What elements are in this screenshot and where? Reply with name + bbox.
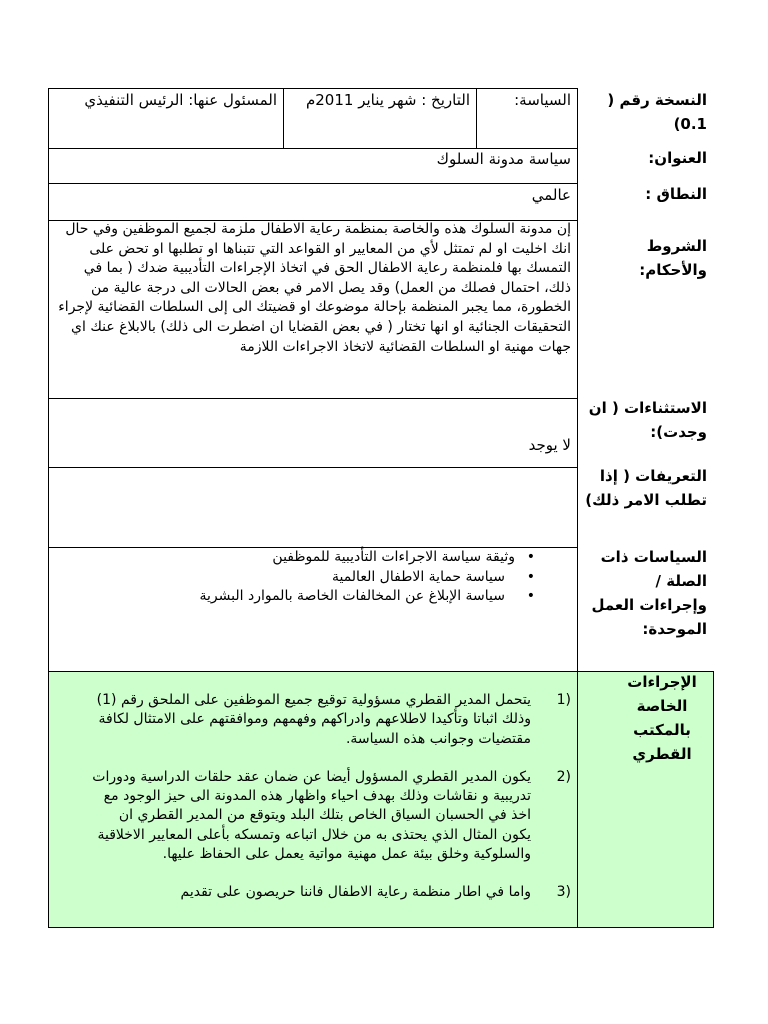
owner-field: المسئول عنها: الرئيس التنفيذي: [84, 91, 277, 109]
title-label: العنوان:: [648, 149, 707, 167]
scope-label: النطاق :: [645, 185, 707, 203]
exceptions-label: الاستثناءات ( ان وجدت):: [588, 399, 707, 441]
title-value: سياسة مدونة السلوك: [436, 150, 571, 168]
policy-label: السياسة:: [514, 91, 571, 109]
country-procedures-list: [49, 691, 577, 927]
item-text: يكون المدير القطري المسؤول أيضا عن ضمان عقد حلقات الدراسية ودورات تدريبية و نقاشات وذلك بهدف احياء واظهار هذه المدونة الى حيز الوجود مع اخذ في الحسبان السياق الخاص بتلك البلد ويتوقع من المدير القطري ان يكون المثال الذي يحتذى به من خلال اتباعه وتمسكه بأعلى المعايير الاخلاقية والسلوكية وخلق بيئة عمل مهنية مواتية يعمل على الحفاظ عليها.: [92, 768, 531, 863]
related-list: [49, 548, 577, 607]
list-item: • سياسة الإبلاغ عن المخالفات الخاصة بالموارد البشرية: [55, 587, 515, 607]
date-field: التاريخ : شهر يناير 2011م: [305, 91, 470, 109]
scope-value: عالمي: [531, 186, 571, 204]
related-label: السياسات ذات الصلة / وإجراءات العمل الموحدة:: [591, 548, 707, 638]
country-procedures-label: الإجراءات الخاصة بالمكتب القطري: [627, 673, 697, 763]
terms-label: الشروط والأحكام:: [639, 237, 707, 279]
list-item: [89, 883, 571, 902]
list-item: [89, 691, 571, 749]
item-text: واما في اطار منظمة رعاية الاطفال فاننا حريصون على تقديم: [180, 884, 531, 901]
item-text: يتحمل المدير القطري مسؤولية توقيع جميع الموظفين على الملحق رقم (1) وذلك اثباتا وتأكيدا لاطلاعهم وادراكهم وفهمهم وموافقتهم على الامتثال لكافة مقتضيات وجوانب هذه السياسة.: [96, 692, 531, 747]
list-item: [89, 768, 571, 864]
definitions-label: التعريفات ( إذا تطلب الامر ذلك): [585, 467, 707, 509]
version-label: النسخة رقم ( 0.1): [607, 91, 707, 133]
exceptions-value: لا يوجد: [528, 436, 571, 454]
item-number: 2): [556, 768, 571, 785]
terms-text: إن مدونة السلوك هذه والخاصة بمنظمة رعاية الاطفال ملزمة لجميع الموظفين وفي حال انك اخليت او لم تمتثل لأي من المعايير او القواعد التي تتبناها او تطلبها او تحض على التمسك بها فلمنظمة رعاية الاطفال الحق في اتخاذ الإجراءات التأديبية ضدك ( بما في ذلك، احتمال فصلك من العمل) وقد يصل الامر في بعض الحالات الى درجة عالية من الخطورة، مما يجبر المنظمة بإحالة موضوعك او قضيتك الى إلى السلطات القضائية لإجراء التحقيقات الجنائية او انها تختار ( في بعض القضايا ان اضطرت الى ذلك) بالابلاغ عنك اي جهات مهنية او السلطات القضائية لاتخاذ الاجراءات اللازمة: [58, 221, 571, 355]
list-item: • وثيقة سياسة الاجراءات التأديبية للموظفين: [55, 548, 515, 568]
item-number: 1): [556, 692, 571, 708]
item-number: 3): [556, 884, 571, 901]
list-item: • سياسة حماية الاطفال العالمية: [55, 568, 515, 588]
